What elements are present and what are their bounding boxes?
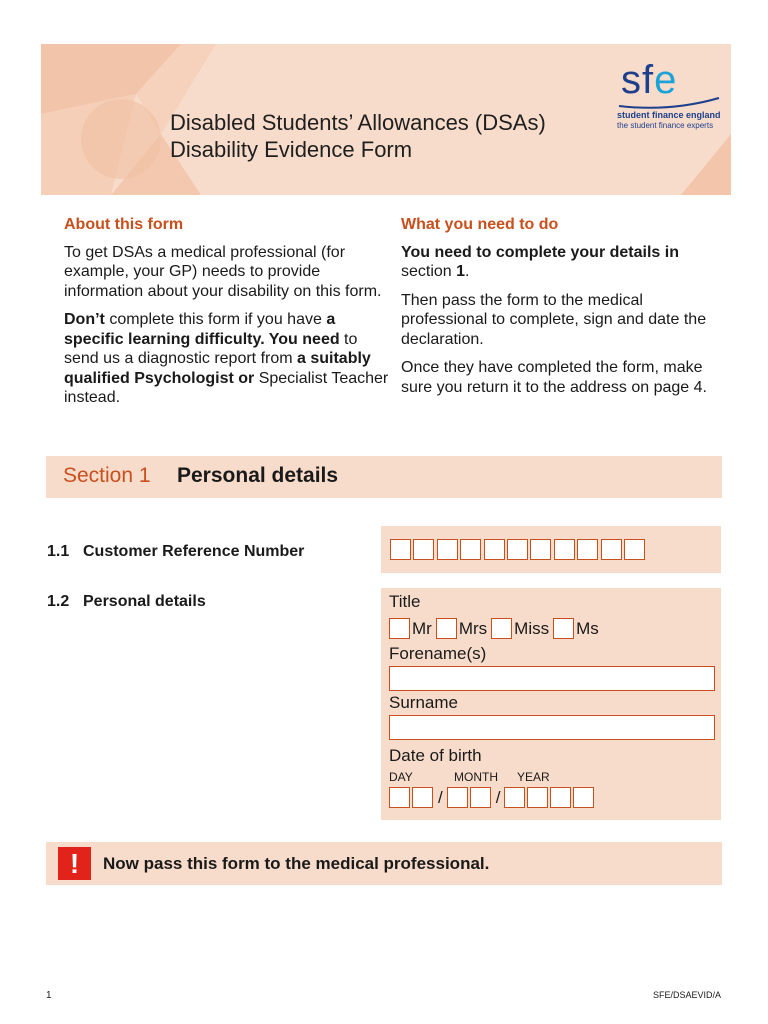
about-paragraph-1: To get DSAs a medical professional (for example, your GP) needs to provide information about your disability on this form. (64, 243, 382, 300)
title-option-miss[interactable]: Miss (491, 618, 549, 639)
customer-reference-cell[interactable] (437, 539, 458, 560)
dob-month-cell[interactable] (470, 787, 491, 808)
title-option-mrs[interactable]: Mrs (436, 618, 487, 639)
dob-month-cell[interactable] (447, 787, 468, 808)
dob-label: Date of birth (389, 746, 482, 765)
dob-day-cell[interactable] (412, 787, 433, 808)
todo-paragraph-3: Once they have completed the form, make sure you return it to the address on page 4. (401, 359, 707, 396)
form-code: SFE/DSAEVID/A (652, 990, 721, 1000)
customer-reference-cell[interactable] (507, 539, 528, 560)
logo-tagline-2: the student finance experts (617, 121, 714, 130)
customer-reference-cell[interactable] (554, 539, 575, 560)
warning-icon: ! (58, 847, 91, 880)
todo-paragraph-1: You need to complete your details in section 1. (401, 243, 679, 280)
checkbox[interactable] (436, 618, 457, 639)
dob-year-cell[interactable] (527, 787, 548, 808)
title-option-ms[interactable]: Ms (553, 618, 599, 639)
personal-details-panel (381, 588, 721, 820)
dob-day-label: DAY (389, 770, 413, 784)
dob-separator: / (438, 787, 443, 807)
customer-reference-cell[interactable] (601, 539, 622, 560)
question-1-1-label: 1.1 Customer Reference Number (47, 543, 305, 560)
sfe-logo (615, 58, 725, 138)
logo-tagline-1: student finance england (617, 110, 721, 120)
todo-paragraph-2: Then pass the form to the medical professional to complete, sign and date the declaration. (401, 291, 707, 348)
customer-reference-cell[interactable] (460, 539, 481, 560)
checkbox[interactable] (389, 618, 410, 639)
customer-reference-cell[interactable] (530, 539, 551, 560)
customer-reference-cell[interactable] (390, 539, 411, 560)
title-label: Title (389, 592, 421, 611)
section-number: Section 1 (63, 464, 151, 487)
todo-column (401, 215, 726, 406)
page-number: 1 (46, 990, 52, 1001)
about-paragraph-2: Don’t complete this form if you have a specific learning difficulty. You need to send us a diagnostic report from a suitably qualified Psychologist or Specialist Teacher instead. (64, 311, 389, 406)
section-header (46, 456, 722, 498)
customer-reference-cell[interactable] (413, 539, 434, 560)
customer-reference-panel (381, 526, 721, 573)
title-option-mr[interactable]: Mr (389, 618, 432, 639)
header-banner (41, 44, 731, 195)
dob-field (389, 787, 596, 808)
dob-month-label: MONTH (454, 770, 498, 784)
surname-field[interactable] (389, 715, 715, 740)
about-heading: About this form (64, 216, 184, 233)
surname-label: Surname (389, 693, 458, 712)
dob-separator: / (495, 787, 501, 807)
dob-day-cell[interactable] (389, 787, 410, 808)
customer-reference-cell[interactable] (484, 539, 505, 560)
checkbox[interactable] (491, 618, 512, 639)
sfe-logo-letters: sfe (621, 58, 678, 102)
customer-reference-cells (390, 539, 647, 560)
forename-label: Forename(s) (389, 644, 487, 663)
logo-swoosh-icon (615, 96, 725, 110)
form-title-line1: Disabled Students’ Allowances (DSAs) (170, 110, 546, 135)
notice-text: Now pass this form to the medical professional. (103, 854, 490, 873)
dob-year-cell[interactable] (504, 787, 525, 808)
dob-year-cell[interactable] (550, 787, 571, 808)
todo-heading: What you need to do (401, 216, 559, 233)
question-1-2-label: 1.2 Personal details (47, 593, 206, 610)
title-options (389, 618, 603, 639)
dob-year-label: YEAR (517, 770, 550, 784)
dob-year-cell[interactable] (573, 787, 594, 808)
checkbox[interactable] (553, 618, 574, 639)
about-column (64, 215, 389, 417)
section-title: Personal details (177, 464, 339, 487)
customer-reference-cell[interactable] (577, 539, 598, 560)
customer-reference-cell[interactable] (624, 539, 645, 560)
form-title-line2: Disability Evidence Form (170, 137, 413, 162)
notice-banner (46, 842, 722, 885)
forename-field[interactable] (389, 666, 715, 691)
